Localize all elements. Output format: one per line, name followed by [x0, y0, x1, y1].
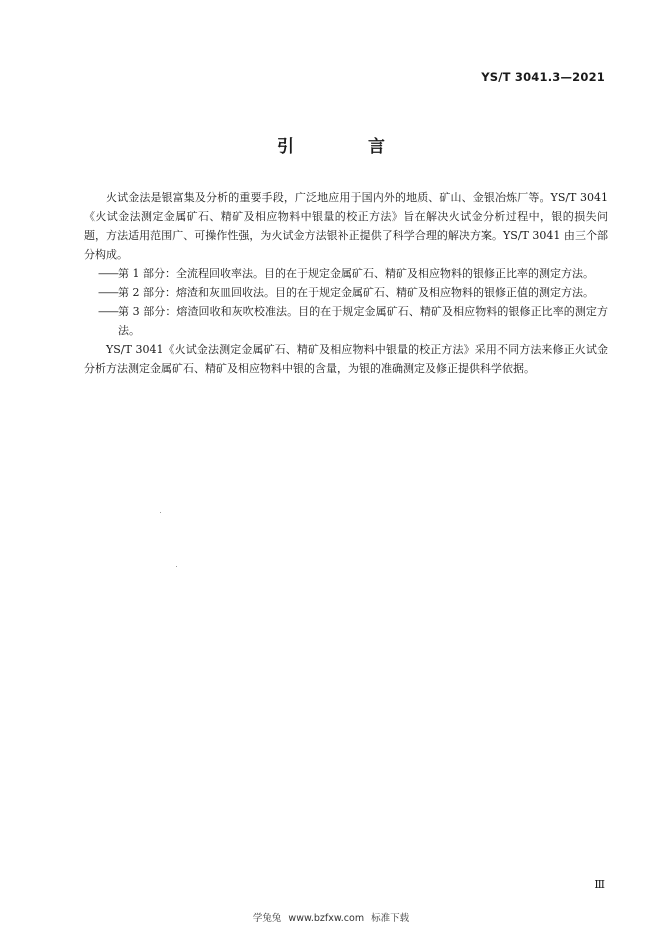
scan-speck — [176, 566, 177, 567]
footer-watermark: 学兔兔 www.bzfxw.com 标准下载 — [252, 913, 410, 924]
list-dash: —— — [98, 286, 118, 299]
intro-paragraph: 火试金法是银富集及分析的重要手段，广泛地应用于国内外的地质、矿山、金银冶炼厂等。YS/T 3041《火试金法测定金属矿石、精矿及相应物料中银量的校正方法》旨在解决火试金分析过程中，银的损失问题，方法适用范围广、可操作性强，为火试金方法银补正提供了科学合理的解决方案。YS/T 3041 由三个部分构成。 — [84, 191, 608, 261]
scan-speck — [160, 512, 161, 513]
standard-number: YS/T 3041.3—2021 — [481, 70, 605, 84]
list-dash: —— — [98, 305, 118, 318]
document-body — [84, 188, 608, 378]
list-item-part-3 — [84, 302, 608, 340]
page-number: Ⅲ — [594, 878, 605, 891]
list-item-text: 第 2 部分：熔渣和灰皿回收法。目的在于规定金属矿石、精矿及相应物料的银修正值的测定方法。 — [118, 286, 594, 299]
list-item-text: 第 3 部分：熔渣回收和灰吹校准法。目的在于规定金属矿石、精矿及相应物料的银修正比率的测定方法。 — [118, 305, 608, 337]
page-title: 引 言 — [277, 137, 419, 157]
list-item-text: 第 1 部分：全流程回收率法。目的在于规定金属矿石、精矿及相应物料的银修正比率的测定方法。 — [118, 267, 594, 280]
closing-paragraph: YS/T 3041《火试金法测定金属矿石、精矿及相应物料中银量的校正方法》采用不同方法来修正火试金分析方法测定金属矿石、精矿及相应物料中银的含量，为银的准确测定及修正提供科学依据。 — [84, 343, 608, 375]
list-item-part-2 — [84, 283, 608, 302]
list-dash: —— — [98, 267, 118, 280]
list-item-part-1 — [84, 264, 608, 283]
